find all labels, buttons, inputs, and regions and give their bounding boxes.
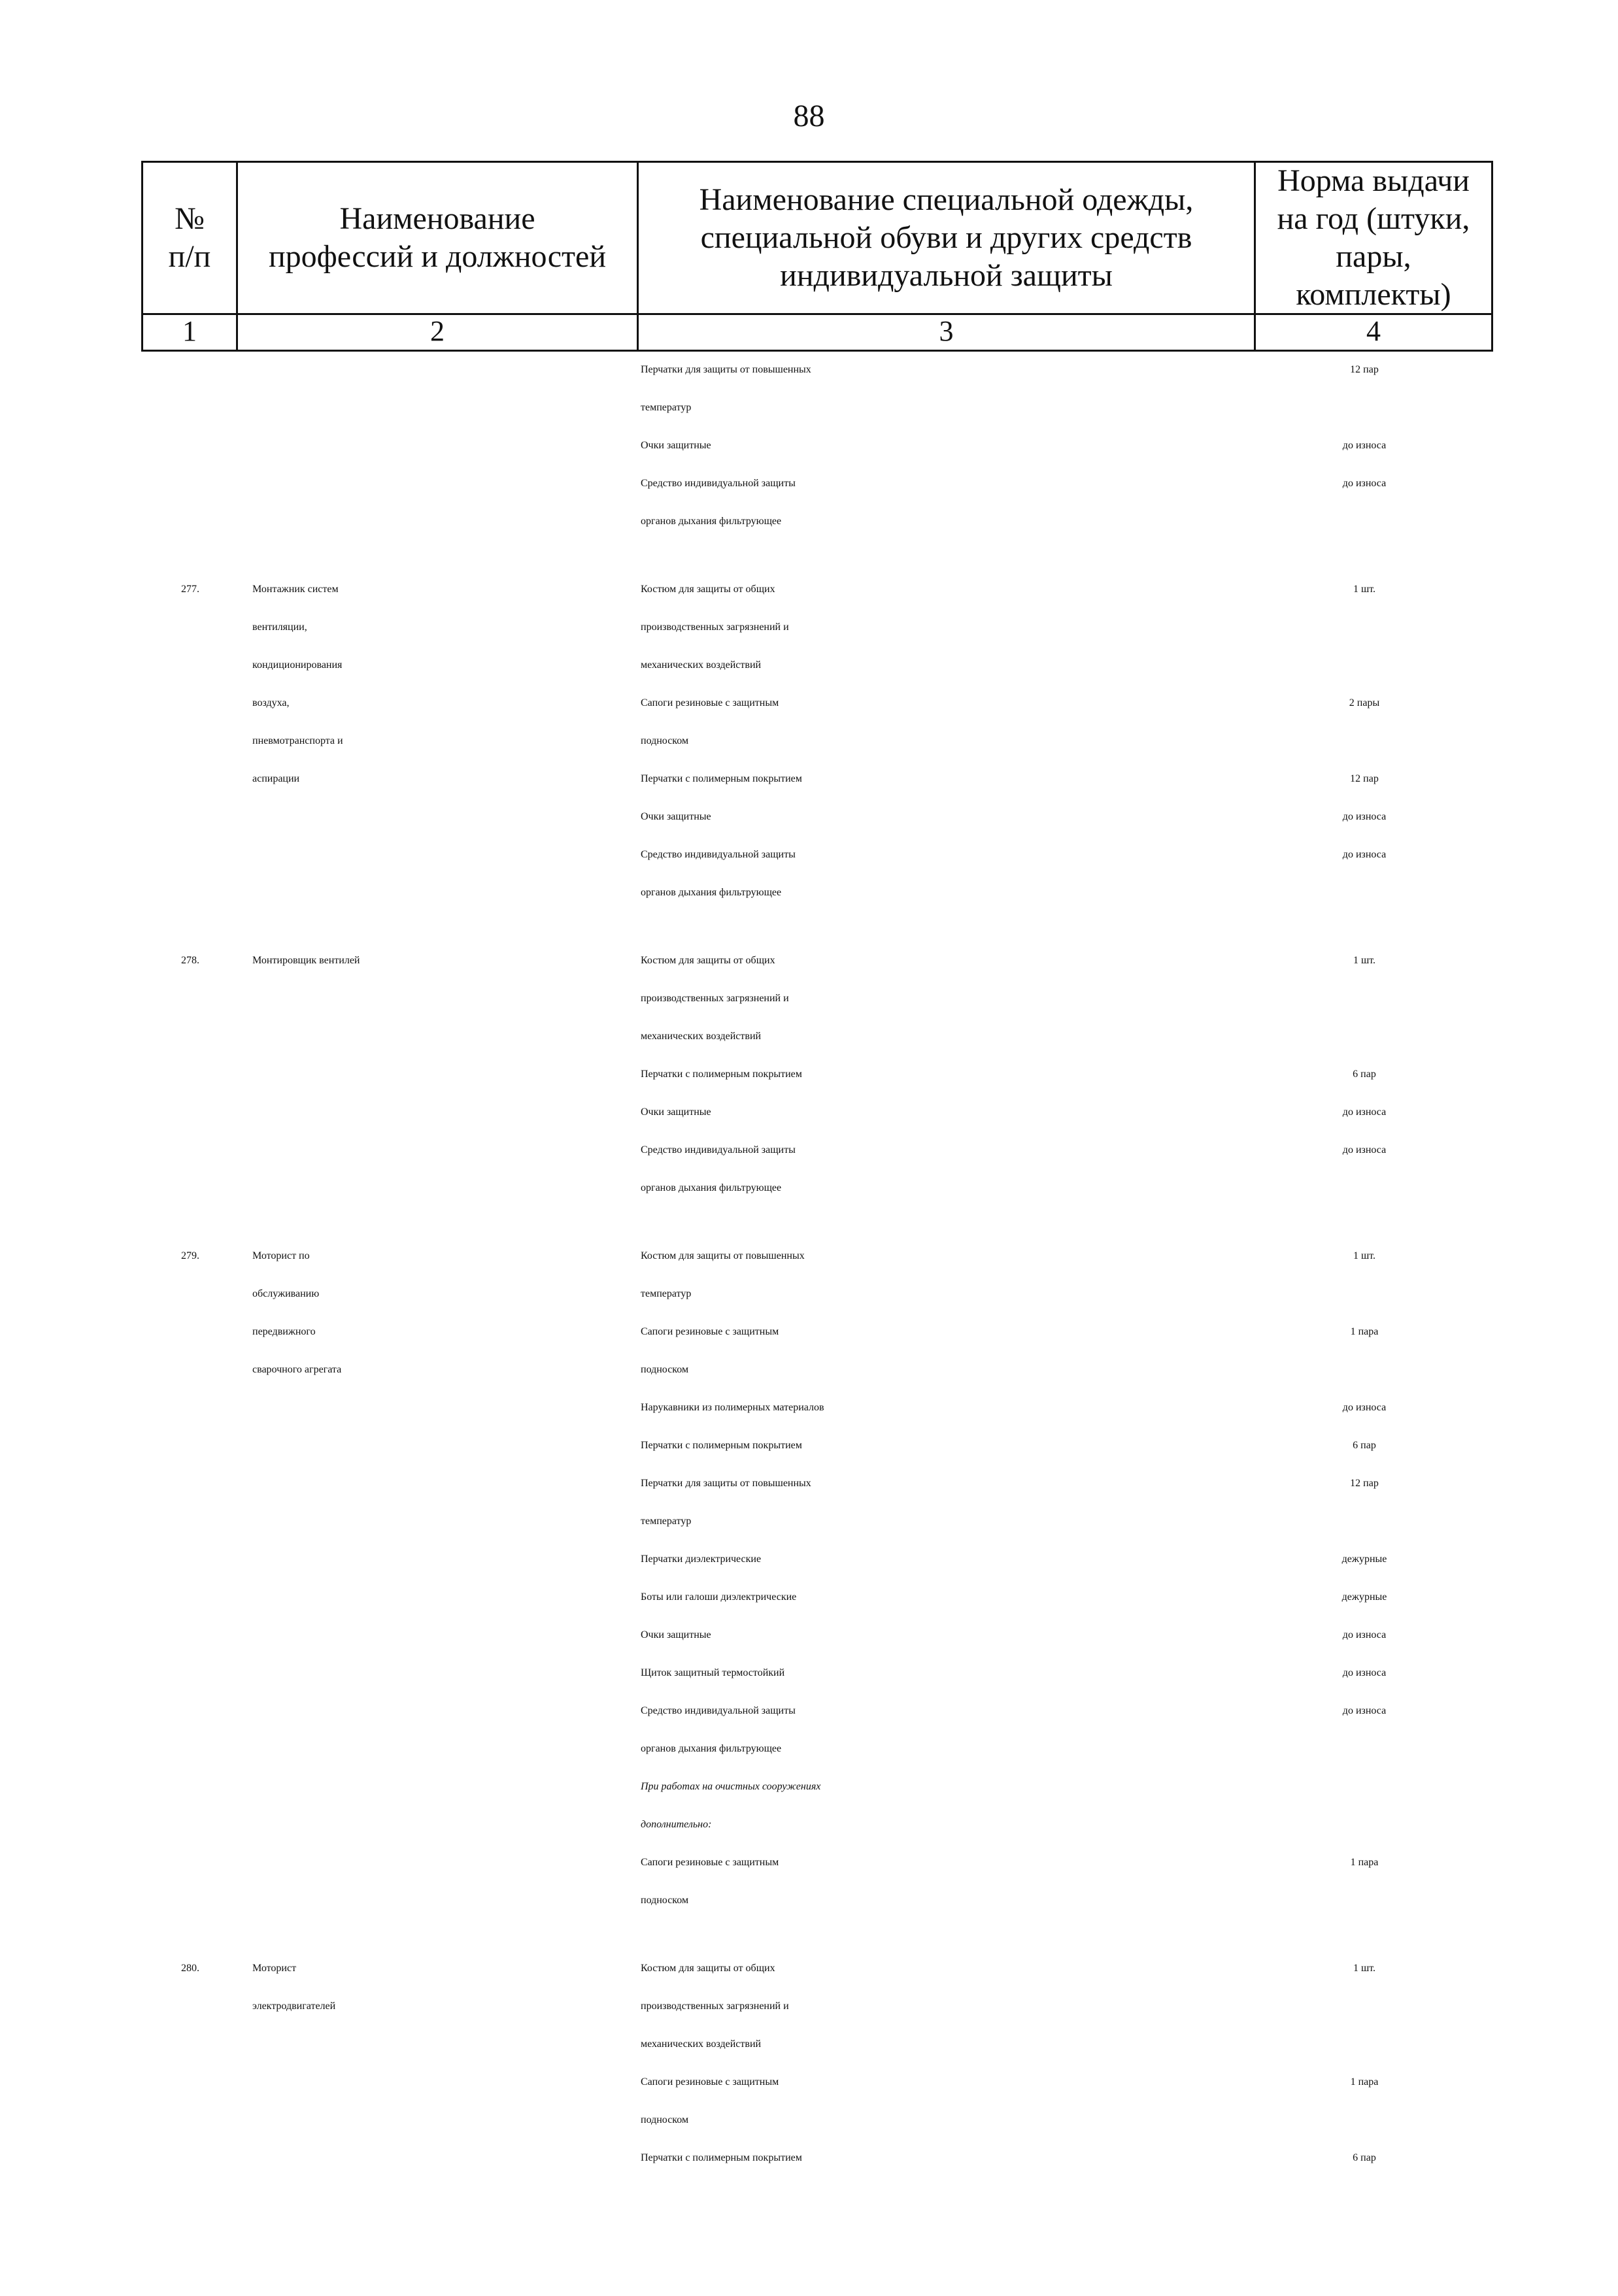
issue-norm: 6 пар — [1353, 1440, 1376, 1451]
equipment-name-line: подноском — [641, 2114, 689, 2125]
profession-name — [252, 1250, 618, 1402]
column-number-1: 1 — [141, 315, 238, 352]
equipment-name-line: Перчатки с полимерным покрытием — [641, 1069, 802, 1080]
entry-number: 277. — [181, 584, 199, 595]
equipment-name-line: Костюм для защиты от общих — [641, 584, 775, 595]
equipment-name-line: Боты или галоши диэлектрические — [641, 1591, 797, 1603]
issue-norm: 1 пара — [1350, 1326, 1379, 1337]
equipment-name-line: Средство индивидуальной защиты — [641, 1144, 796, 1156]
profession-name-line: сварочного агрегата — [252, 1364, 342, 1375]
equipment-name-line: температур — [641, 1516, 692, 1527]
issue-norm: 1 шт. — [1353, 1963, 1376, 1974]
equipment-name-line: Средство индивидуальной защиты — [641, 478, 796, 489]
equipment-name-line: Перчатки для защиты от повышенных — [641, 364, 811, 375]
header-text: Наименование специальной одежды, — [699, 182, 1194, 217]
header-col-norm — [1254, 161, 1493, 315]
issue-norm: 1 шт. — [1353, 955, 1376, 966]
equipment-name-line: Очки защитные — [641, 1629, 711, 1640]
equipment-name-line: подноском — [641, 735, 689, 746]
profession-name-line: пневмотранспорта и — [252, 735, 343, 746]
issue-norm: 12 пар — [1350, 1478, 1379, 1489]
equipment-name-line: Костюм для защиты от общих — [641, 955, 775, 966]
equipment-name-line: органов дыхания фильтрующее — [641, 1743, 782, 1754]
entry-number: 279. — [181, 1250, 199, 1261]
equipment-name-line: Перчатки диэлектрические — [641, 1554, 762, 1565]
equipment-name-line: Сапоги резиновые с защитным — [641, 1857, 779, 1868]
equipment-name-line: Перчатки с полимерным покрытием — [641, 2152, 802, 2163]
header-text: профессий и должностей — [268, 239, 607, 274]
issue-norm: 1 шт. — [1353, 1250, 1376, 1261]
equipment-name-line: Средство индивидуальной защиты — [641, 1705, 796, 1716]
issue-norm: 1 пара — [1350, 1857, 1379, 1868]
header-text: на год (штуки, — [1277, 201, 1470, 236]
equipment-name-line: Средство индивидуальной защиты — [641, 849, 796, 860]
equipment-name-line: производственных загрязнений и — [641, 2001, 789, 2012]
header-text: комплекты) — [1296, 277, 1451, 312]
profession-name-line: обслуживанию — [252, 1288, 320, 1299]
column-number-3: 3 — [637, 315, 1256, 352]
issue-norm: до износа — [1342, 1106, 1387, 1118]
profession-name-line: Монтировщик вентилей — [252, 955, 360, 966]
profession-name-line: вентиляции, — [252, 622, 307, 633]
issue-norm: до износа — [1342, 440, 1387, 451]
header-col-number — [141, 161, 238, 315]
issue-norm: до износа — [1342, 1667, 1387, 1678]
header-text: специальной обуви и других средств — [700, 220, 1192, 255]
equipment-name-line: Сапоги резиновые с защитным — [641, 697, 779, 708]
profession-name-line: электродвигателей — [252, 2001, 336, 2012]
profession-name-line: кондиционирования — [252, 659, 343, 671]
table-header — [141, 161, 1493, 356]
column-number-2: 2 — [236, 315, 639, 352]
issue-norm: до износа — [1342, 849, 1387, 860]
profession-name — [252, 584, 618, 811]
equipment-name-line: органов дыхания фильтрующее — [641, 516, 782, 527]
equipment-name-line: Нарукавники из полимерных материалов — [641, 1402, 824, 1413]
header-text: № — [175, 201, 205, 236]
equipment-name-line: органов дыхания фильтрующее — [641, 1182, 782, 1193]
issue-norm: 6 пар — [1353, 1069, 1376, 1080]
equipment-name-line: Перчатки с полимерным покрытием — [641, 1440, 802, 1451]
issue-norm: 2 пары — [1349, 697, 1380, 708]
header-text: пары, — [1336, 239, 1411, 274]
equipment-name-line: Очки защитные — [641, 811, 711, 822]
equipment-name-line: Костюм для защиты от общих — [641, 1963, 775, 1974]
equipment-name-line: Сапоги резиновые с защитным — [641, 1326, 779, 1337]
equipment-name-line: дополнительно: — [641, 1819, 712, 1830]
header-col-equipment — [637, 161, 1256, 315]
equipment-name-line: производственных загрязнений и — [641, 993, 789, 1004]
equipment-name-line: механических воздействий — [641, 2038, 762, 2050]
profession-name-line: Моторист по — [252, 1250, 310, 1261]
header-col-profession — [236, 161, 639, 315]
issue-norm: 1 пара — [1350, 2076, 1379, 2088]
equipment-name-line: органов дыхания фильтрующее — [641, 887, 782, 898]
profession-name-line: воздуха, — [252, 697, 290, 708]
equipment-name-line: температур — [641, 1288, 692, 1299]
profession-name-line: Моторист — [252, 1963, 297, 1974]
entry-number: 278. — [181, 955, 199, 966]
equipment-name-line: механических воздействий — [641, 1031, 762, 1042]
equipment-name-line: Очки защитные — [641, 440, 711, 451]
issue-norm: 6 пар — [1353, 2152, 1376, 2163]
equipment-name-line: Перчатки для защиты от повышенных — [641, 1478, 811, 1489]
equipment-name-line: Костюм для защиты от повышенных — [641, 1250, 805, 1261]
profession-name-line: аспирации — [252, 773, 300, 784]
issue-norm: 12 пар — [1350, 364, 1379, 375]
issue-norm: до износа — [1342, 1629, 1387, 1640]
equipment-name-line: механических воздействий — [641, 659, 762, 671]
issue-norm: до износа — [1342, 1144, 1387, 1156]
issue-norm: до износа — [1342, 1705, 1387, 1716]
issue-norm: дежурные — [1341, 1554, 1387, 1565]
equipment-name-line: подноском — [641, 1895, 689, 1906]
issue-norm: 1 шт. — [1353, 584, 1376, 595]
profession-name — [252, 1963, 618, 2038]
equipment-name-line: подноском — [641, 1364, 689, 1375]
header-text: Норма выдачи — [1277, 163, 1470, 198]
equipment-name-line: Очки защитные — [641, 1106, 711, 1118]
issue-norm: до износа — [1342, 1402, 1387, 1413]
page-number: 88 — [793, 99, 825, 133]
entry-number: 280. — [181, 1963, 199, 1974]
issue-norm: до износа — [1342, 478, 1387, 489]
equipment-name-line: температур — [641, 402, 692, 413]
header-text: Наименование — [339, 201, 535, 236]
issue-norm: 12 пар — [1350, 773, 1379, 784]
header-text: п/п — [168, 239, 211, 274]
equipment-name-line: производственных загрязнений и — [641, 622, 789, 633]
equipment-name-line: При работах на очистных сооружениях — [641, 1781, 821, 1792]
profession-name — [252, 955, 618, 993]
equipment-name-line: Перчатки с полимерным покрытием — [641, 773, 802, 784]
issue-norm: до износа — [1342, 811, 1387, 822]
header-text: индивидуальной защиты — [780, 258, 1113, 293]
equipment-name-line: Щиток защитный термостойкий — [641, 1667, 785, 1678]
profession-name-line: Монтажник систем — [252, 584, 339, 595]
profession-name-line: передвижного — [252, 1326, 316, 1337]
issue-norm: дежурные — [1341, 1591, 1387, 1603]
column-number-4: 4 — [1254, 315, 1493, 352]
equipment-name — [641, 1781, 1399, 1857]
equipment-name-line: Сапоги резиновые с защитным — [641, 2076, 779, 2088]
